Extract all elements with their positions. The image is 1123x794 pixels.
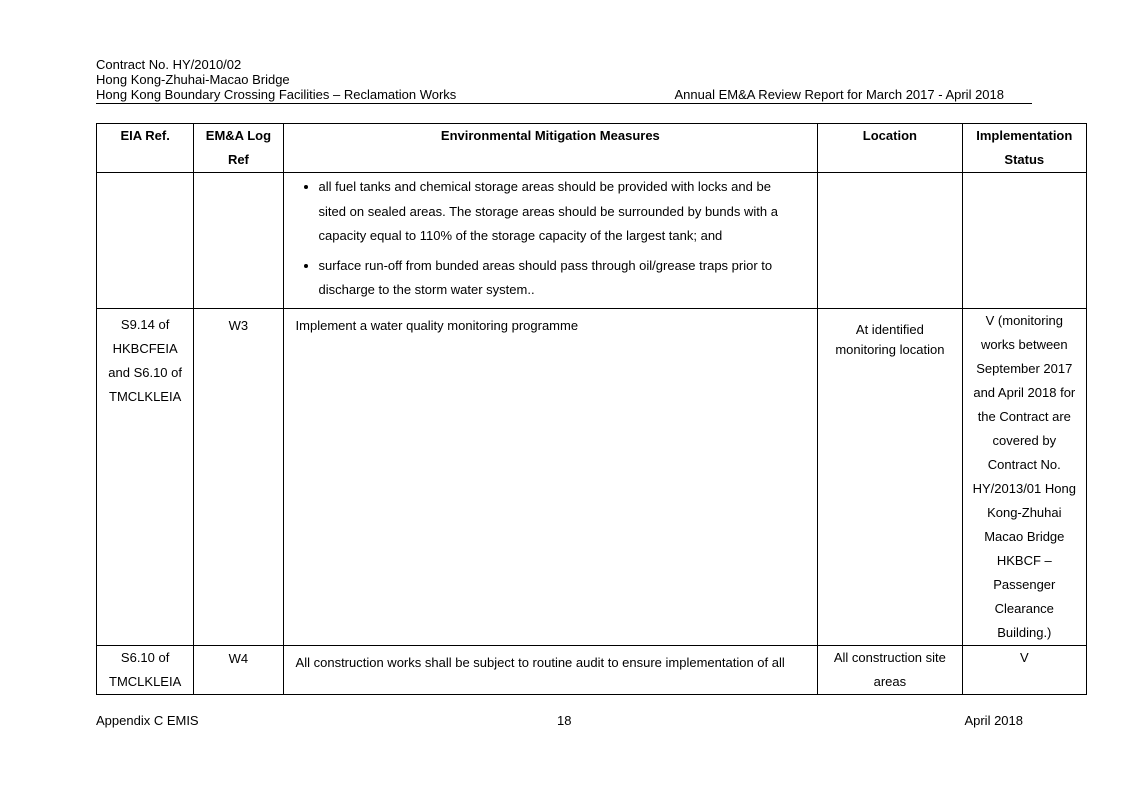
header-eia-ref: EIA Ref. — [97, 124, 194, 173]
row3-measures-cell: All construction works shall be subject to routine audit to ensure implementation of all — [283, 645, 818, 694]
row2-location-cell: At identified monitoring location — [818, 308, 962, 645]
contract-number: Contract No. HY/2010/02 — [96, 57, 242, 72]
emis-table — [96, 123, 1087, 695]
row3-log-cell: W4 — [194, 645, 283, 694]
row2-measures-cell: Implement a water quality monitoring programme — [283, 308, 818, 645]
works-name: Hong Kong Boundary Crossing Facilities – Reclamation Works — [96, 87, 457, 102]
page-header — [96, 57, 1032, 102]
header-rule — [96, 103, 1032, 104]
footer-date: April 2018 — [964, 713, 1023, 728]
page-number: 18 — [557, 713, 572, 728]
table-row — [97, 173, 1087, 309]
header-log-ref: EM&A Log Ref — [194, 124, 283, 173]
list-item: • all fuel tanks and chemical storage areas should be provided with locks and be sited on sealed areas. The storage areas should be surrounded by bunds with a capacity equal to 110% of the storage capacity of the largest tank; and — [319, 175, 818, 249]
row3-location-cell: All construction site areas — [818, 645, 962, 694]
row1-eia-cell — [97, 173, 194, 309]
row3-status-cell: V — [962, 645, 1086, 694]
table-row — [97, 308, 1087, 645]
row2-log-cell: W3 — [194, 308, 283, 645]
row1-measures-cell — [283, 173, 818, 309]
row1-status-cell — [962, 173, 1086, 309]
header-location: Location — [818, 124, 962, 173]
measures-bullet-list — [284, 175, 818, 303]
project-name: Hong Kong-Zhuhai-Macao Bridge — [96, 72, 290, 87]
row1-location-cell — [818, 173, 962, 309]
row2-eia-cell: S9.14 of HKBCFEIA and S6.10 of TMCLKLEIA — [97, 308, 194, 645]
row1-log-cell — [194, 173, 283, 309]
row3-eia-cell: S6.10 of TMCLKLEIA — [97, 645, 194, 694]
footer-appendix: Appendix C EMIS — [96, 713, 199, 728]
table-row — [97, 645, 1087, 694]
table-header-row — [97, 124, 1087, 173]
list-item: • surface run-off from bunded areas should pass through oil/grease traps prior to discharge to the storm water system.. — [319, 254, 818, 303]
report-title: Annual EM&A Review Report for March 2017 - April 2018 — [674, 87, 1004, 102]
row2-status-cell: V (monitoring works between September 2017 and April 2018 for the Contract are covered by Contract No. HY/2013/01 Hong Kong-Zhuhai Macao Bridge HKBCF – Passenger Clearance Building.) — [962, 308, 1086, 645]
header-measures: Environmental Mitigation Measures — [283, 124, 818, 173]
header-status: Implementation Status — [962, 124, 1086, 173]
